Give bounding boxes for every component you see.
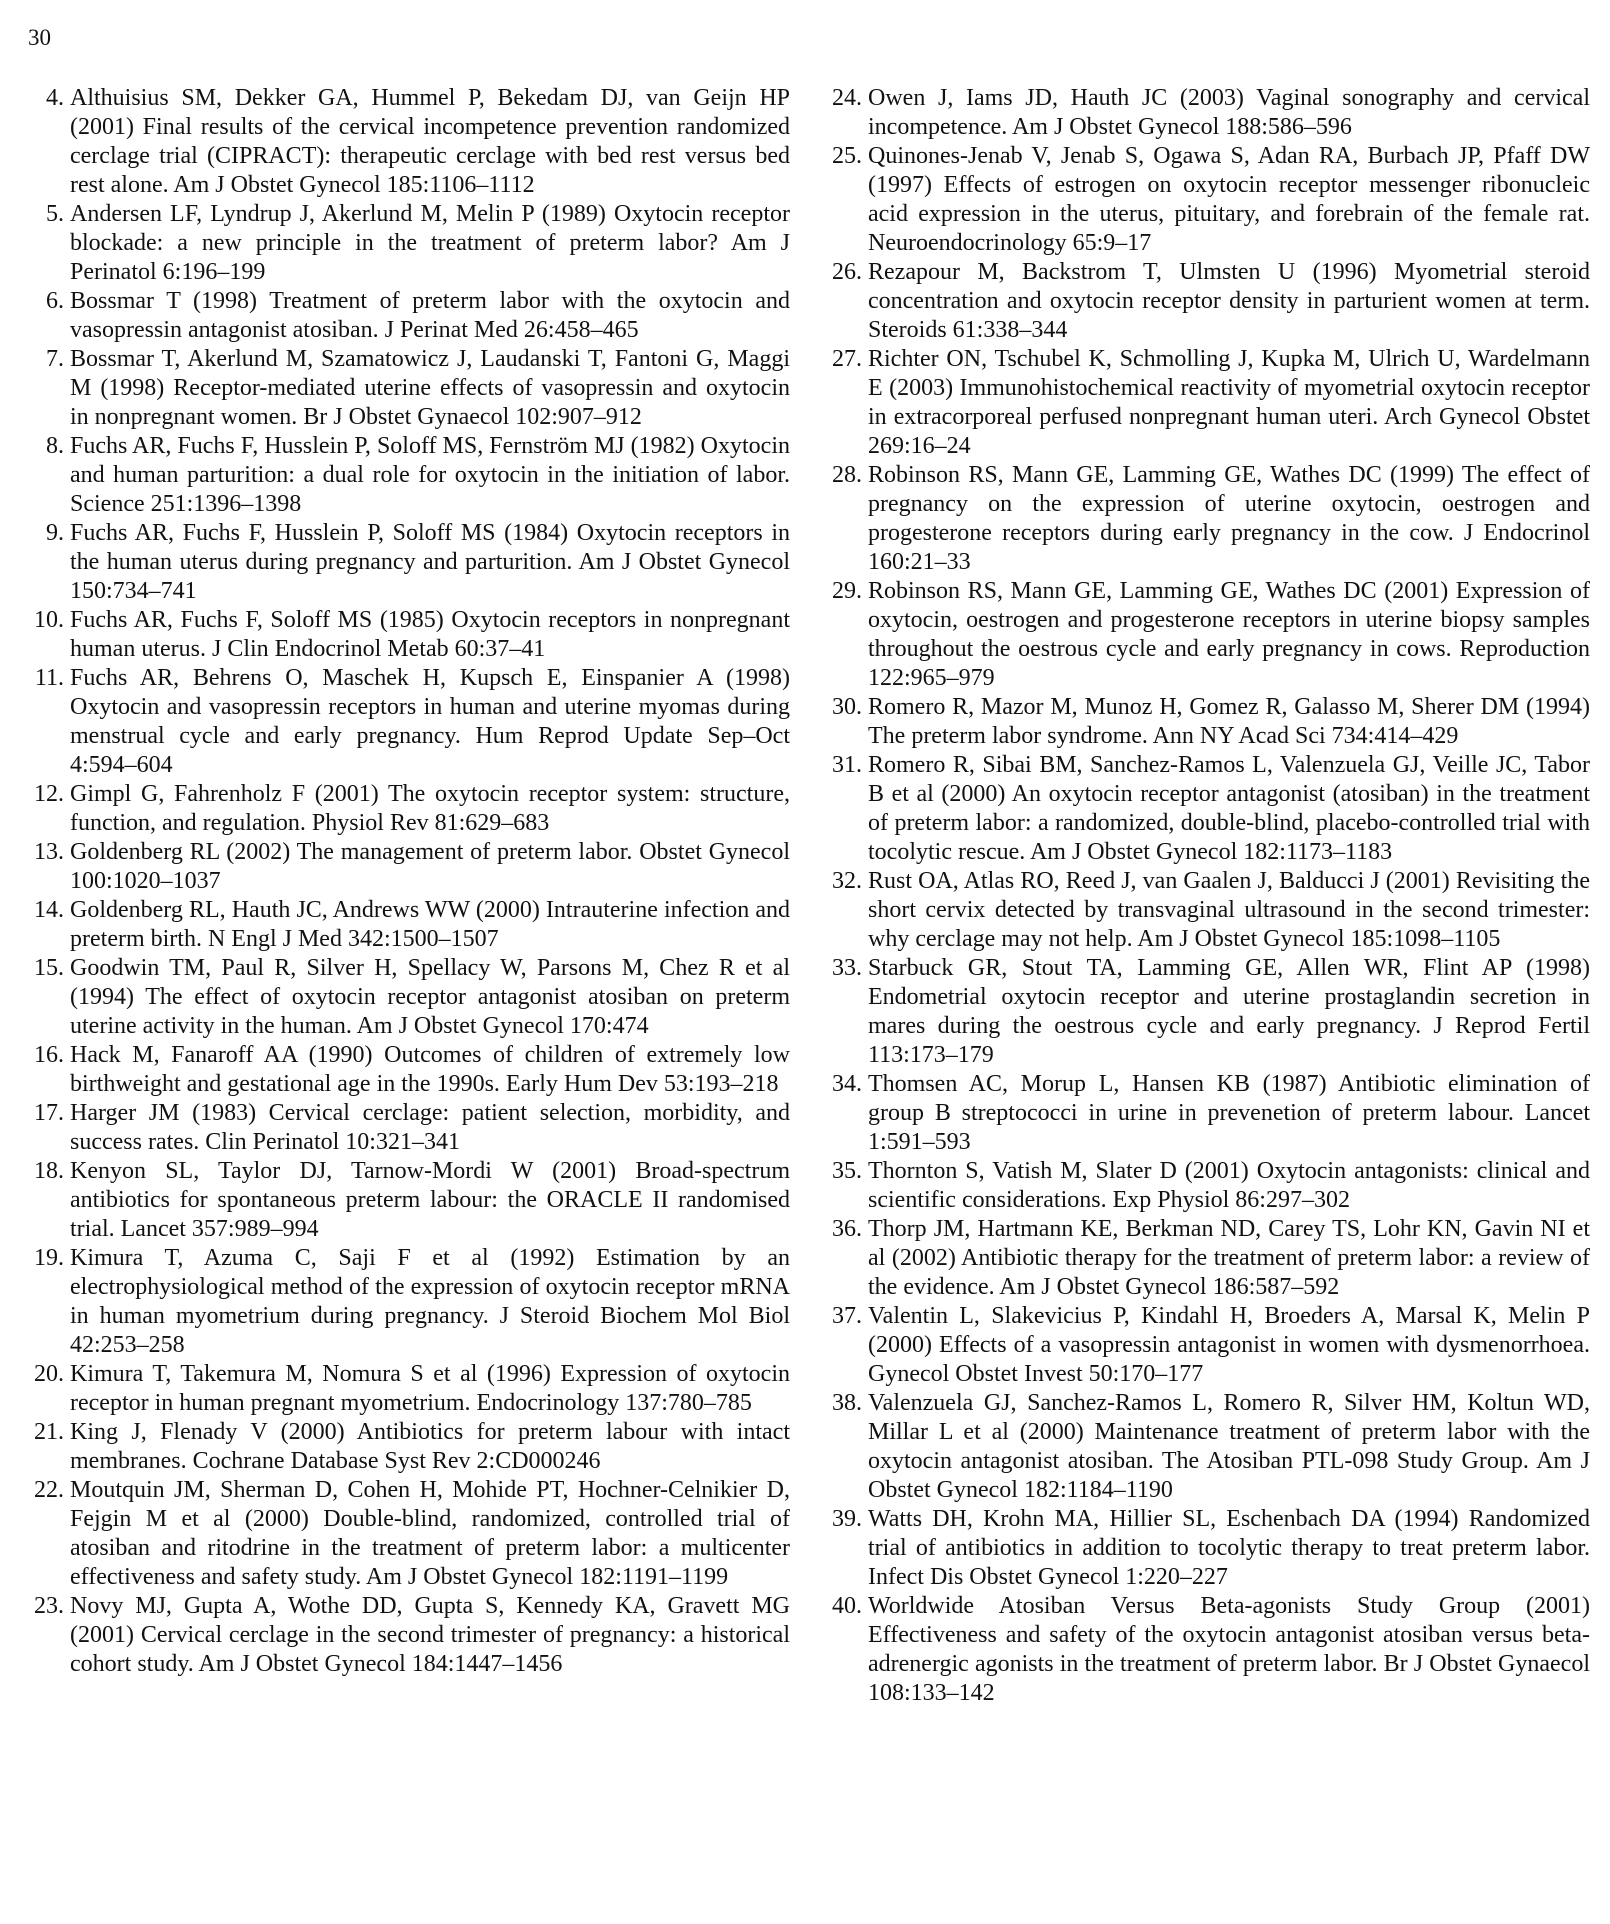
reference-item [28, 954, 790, 1041]
reference-text: Robinson RS, Mann GE, Lamming GE, Wathes DC (1999) The effect of pregnancy on the expression of uterine oxytocin, oestrogen and progesterone receptors during early pregnancy in the cow. J Endocrinol 160:21–33 [868, 462, 1590, 575]
reference-number: 6. [46, 288, 64, 314]
reference-item [28, 1244, 790, 1360]
reference-number: 35. [832, 1158, 862, 1184]
reference-item [28, 1099, 790, 1157]
reference-number: 34. [832, 1071, 862, 1097]
reference-item [826, 867, 1590, 954]
reference-item [826, 751, 1590, 867]
reference-text: Quinones-Jenab V, Jenab S, Ogawa S, Adan RA, Burbach JP, Pfaff DW (1997) Effects of estrogen on oxytocin receptor messenger ribonucleic acid expression in the uterus, pituitary, and forebrain of the female rat. Neuroendocrinology 65:9–17 [868, 143, 1590, 256]
reference-text: Romero R, Mazor M, Munoz H, Gomez R, Galasso M, Sherer DM (1994) The preterm labor syndrome. Ann NY Acad Sci 734:414–429 [868, 694, 1590, 749]
reference-text: Novy MJ, Gupta A, Wothe DD, Gupta S, Kennedy KA, Gravett MG (2001) Cervical cerclage in the second trimester of pregnancy: a historical cohort study. Am J Obstet Gynecol 184:1447–1456 [70, 1593, 790, 1677]
reference-item [28, 780, 790, 838]
reference-number: 21. [34, 1419, 64, 1445]
reference-number: 29. [832, 578, 862, 604]
reference-text: Rezapour M, Backstrom T, Ulmsten U (1996) Myometrial steroid concentration and oxytocin receptor density in parturient women at term. Steroids 61:338–344 [868, 259, 1590, 343]
reference-number: 17. [34, 1100, 64, 1126]
reference-item [826, 954, 1590, 1070]
reference-number: 39. [832, 1506, 862, 1532]
reference-item [826, 693, 1590, 751]
reference-number: 10. [34, 607, 64, 633]
reference-item [826, 84, 1590, 142]
reference-item [826, 345, 1590, 461]
reference-item [28, 432, 790, 519]
reference-number: 38. [832, 1390, 862, 1416]
reference-item [826, 1505, 1590, 1592]
reference-number: 19. [34, 1245, 64, 1271]
reference-item [28, 200, 790, 287]
reference-text: Harger JM (1983) Cervical cerclage: patient selection, morbidity, and success rates. Clin Perinatol 10:321–341 [70, 1100, 790, 1155]
reference-item [826, 1389, 1590, 1505]
reference-number: 28. [832, 462, 862, 488]
reference-item [28, 896, 790, 954]
reference-text: Hack M, Fanaroff AA (1990) Outcomes of children of extremely low birthweight and gestational age in the 1990s. Early Hum Dev 53:193–218 [70, 1042, 790, 1097]
reference-text: Thornton S, Vatish M, Slater D (2001) Oxytocin antagonists: clinical and scientific considerations. Exp Physiol 86:297–302 [868, 1158, 1590, 1213]
reference-item [28, 84, 790, 200]
reference-text: Rust OA, Atlas RO, Reed J, van Gaalen J, Balducci J (2001) Revisiting the short cervix detected by transvaginal ultrasound in the second trimester: why cerclage may not help. Am J Obstet Gynecol 185:1098–1105 [868, 868, 1590, 952]
reference-text: Fuchs AR, Fuchs F, Husslein P, Soloff MS (1984) Oxytocin receptors in the human uterus during pregnancy and parturition. Am J Obstet Gynecol 150:734–741 [70, 520, 790, 604]
reference-text: Watts DH, Krohn MA, Hillier SL, Eschenbach DA (1994) Randomized trial of antibiotics in addition to tocolytic therapy to treat preterm labor. Infect Dis Obstet Gynecol 1:220–227 [868, 1506, 1590, 1590]
reference-number: 22. [34, 1477, 64, 1503]
reference-item [826, 1302, 1590, 1389]
reference-item [826, 577, 1590, 693]
reference-text: Romero R, Sibai BM, Sanchez-Ramos L, Valenzuela GJ, Veille JC, Tabor B et al (2000) An oxytocin receptor antagonist (atosiban) in the treatment of preterm labor: a randomized, double-blind, placebo-controlled trial with tocolytic rescue. Am J Obstet Gynecol 182:1173–1183 [868, 752, 1590, 865]
reference-text: Fuchs AR, Behrens O, Maschek H, Kupsch E, Einspanier A (1998) Oxytocin and vasopressin receptors in human and uterine myomas during menstrual cycle and early pregnancy. Hum Reprod Update Sep–Oct 4:594–604 [70, 665, 790, 778]
reference-list-right [826, 84, 1590, 1708]
reference-text: King J, Flenady V (2000) Antibiotics for preterm labour with intact membranes. Cochrane Database Syst Rev 2:CD000246 [70, 1419, 790, 1474]
reference-number: 27. [832, 346, 862, 372]
page-number: 30 [28, 25, 51, 50]
reference-text: Kimura T, Takemura M, Nomura S et al (1996) Expression of oxytocin receptor in human pregnant myometrium. Endocrinology 137:780–785 [70, 1361, 790, 1416]
reference-number: 37. [832, 1303, 862, 1329]
reference-item [28, 345, 790, 432]
reference-number: 36. [832, 1216, 862, 1242]
reference-number: 5. [46, 201, 64, 227]
reference-number: 23. [34, 1593, 64, 1619]
reference-number: 20. [34, 1361, 64, 1387]
reference-text: Bossmar T (1998) Treatment of preterm labor with the oxytocin and vasopressin antagonist atosiban. J Perinat Med 26:458–465 [70, 288, 790, 343]
reference-item [28, 1041, 790, 1099]
reference-text: Kenyon SL, Taylor DJ, Tarnow-Mordi W (2001) Broad-spectrum antibiotics for spontaneous preterm labour: the ORACLE II randomised trial. Lancet 357:989–994 [70, 1158, 790, 1242]
reference-item [28, 664, 790, 780]
reference-text: Goldenberg RL, Hauth JC, Andrews WW (2000) Intrauterine infection and preterm birth. N Engl J Med 342:1500–1507 [70, 897, 790, 952]
reference-text: Bossmar T, Akerlund M, Szamatowicz J, Laudanski T, Fantoni G, Maggi M (1998) Receptor-mediated uterine effects of vasopressin and oxytocin in nonpregnant women. Br J Obstet Gynaecol 102:907–912 [70, 346, 790, 430]
reference-text: Goldenberg RL (2002) The management of preterm labor. Obstet Gynecol 100:1020–1037 [70, 839, 790, 894]
reference-text: Andersen LF, Lyndrup J, Akerlund M, Melin P (1989) Oxytocin receptor blockade: a new principle in the treatment of preterm labor? Am J Perinatol 6:196–199 [70, 201, 790, 285]
reference-number: 13. [34, 839, 64, 865]
reference-number: 16. [34, 1042, 64, 1068]
reference-item [28, 1157, 790, 1244]
reference-number: 11. [34, 665, 64, 691]
reference-item [28, 519, 790, 606]
reference-text: Starbuck GR, Stout TA, Lamming GE, Allen WR, Flint AP (1998) Endometrial oxytocin receptor and uterine prostaglandin secretion in mares during the oestrous cycle and early pregnancy. J Reprod Fertil 113:173–179 [868, 955, 1590, 1068]
reference-text: Thorp JM, Hartmann KE, Berkman ND, Carey TS, Lohr KN, Gavin NI et al (2002) Antibiotic therapy for the treatment of preterm labor: a review of the evidence. Am J Obstet Gynecol 186:587–592 [868, 1216, 1590, 1300]
reference-text: Fuchs AR, Fuchs F, Soloff MS (1985) Oxytocin receptors in nonpregnant human uterus. J Clin Endocrinol Metab 60:37–41 [70, 607, 790, 662]
reference-item [826, 142, 1590, 258]
reference-text: Althuisius SM, Dekker GA, Hummel P, Bekedam DJ, van Geijn HP (2001) Final results of the cervical incompetence prevention randomized cerclage trial (CIPRACT): therapeutic cerclage with bed rest versus bed rest alone. Am J Obstet Gynecol 185:1106–1112 [70, 85, 790, 198]
reference-item [826, 1070, 1590, 1157]
reference-number: 9. [46, 520, 64, 546]
reference-text: Gimpl G, Fahrenholz F (2001) The oxytocin receptor system: structure, function, and regulation. Physiol Rev 81:629–683 [70, 781, 790, 836]
reference-text: Fuchs AR, Fuchs F, Husslein P, Soloff MS, Fernström MJ (1982) Oxytocin and human parturition: a dual role for oxytocin in the initiation of labor. Science 251:1396–1398 [70, 433, 790, 517]
reference-item [28, 287, 790, 345]
reference-item [28, 1418, 790, 1476]
reference-item [826, 1157, 1590, 1215]
reference-text: Goodwin TM, Paul R, Silver H, Spellacy W, Parsons M, Chez R et al (1994) The effect of oxytocin receptor antagonist atosiban on preterm uterine activity in the human. Am J Obstet Gynecol 170:474 [70, 955, 790, 1039]
reference-number: 4. [46, 85, 64, 111]
reference-text: Thomsen AC, Morup L, Hansen KB (1987) Antibiotic elimination of group B streptococci in urine in prevenetion of preterm labour. Lancet 1:591–593 [868, 1071, 1590, 1155]
reference-number: 26. [832, 259, 862, 285]
reference-item [28, 1360, 790, 1418]
reference-text: Owen J, Iams JD, Hauth JC (2003) Vaginal sonography and cervical incompetence. Am J Obstet Gynecol 188:586–596 [868, 85, 1590, 140]
reference-number: 30. [832, 694, 862, 720]
reference-text: Robinson RS, Mann GE, Lamming GE, Wathes DC (2001) Expression of oxytocin, oestrogen and progesterone receptors in uterine biopsy samples throughout the oestrous cycle and early pregnancy in cows. Reproduction 122:965–979 [868, 578, 1590, 691]
reference-number: 33. [832, 955, 862, 981]
reference-number: 40. [832, 1593, 862, 1619]
reference-list-left [28, 84, 790, 1679]
reference-text: Worldwide Atosiban Versus Beta-agonists Study Group (2001) Effectiveness and safety of the oxytocin antagonist atosiban versus beta-adrenergic agonists in the treatment of preterm labor. Br J Obstet Gynaecol 108:133–142 [868, 1593, 1590, 1706]
reference-number: 8. [46, 433, 64, 459]
reference-item [28, 1476, 790, 1592]
reference-item [826, 1592, 1590, 1708]
reference-number: 12. [34, 781, 64, 807]
reference-number: 24. [832, 85, 862, 111]
reference-number: 31. [832, 752, 862, 778]
reference-number: 18. [34, 1158, 64, 1184]
reference-text: Moutquin JM, Sherman D, Cohen H, Mohide PT, Hochner-Celnikier D, Fejgin M et al (2000) Double-blind, randomized, controlled trial of atosiban and ritodrine in the treatment of preterm labor: a multicenter effectiveness and safety study. Am J Obstet Gynecol 182:1191–1199 [70, 1477, 790, 1590]
reference-number: 15. [34, 955, 64, 981]
reference-text: Valentin L, Slakevicius P, Kindahl H, Broeders A, Marsal K, Melin P (2000) Effects of a vasopressin antagonist in women with dysmenorrhoea. Gynecol Obstet Invest 50:170–177 [868, 1303, 1590, 1387]
reference-item [826, 1215, 1590, 1302]
reference-number: 14. [34, 897, 64, 923]
reference-number: 7. [46, 346, 64, 372]
reference-item [28, 606, 790, 664]
reference-text: Richter ON, Tschubel K, Schmolling J, Kupka M, Ulrich U, Wardelmann E (2003) Immunohistochemical reactivity of myometrial oxytocin receptor in extracorporeal perfused nonpregnant human uteri. Arch Gynecol Obstet 269:16–24 [868, 346, 1590, 459]
reference-item [826, 258, 1590, 345]
reference-item [28, 838, 790, 896]
reference-item [826, 461, 1590, 577]
reference-number: 32. [832, 868, 862, 894]
reference-number: 25. [832, 143, 862, 169]
reference-text: Kimura T, Azuma C, Saji F et al (1992) Estimation by an electrophysiological method of the expression of oxytocin receptor mRNA in human myometrium during pregnancy. J Steroid Biochem Mol Biol 42:253–258 [70, 1245, 790, 1358]
reference-text: Valenzuela GJ, Sanchez-Ramos L, Romero R, Silver HM, Koltun WD, Millar L et al (2000) Maintenance treatment of preterm labor with the oxytocin antagonist atosiban. The Atosiban PTL-098 Study Group. Am J Obstet Gynecol 182:1184–1190 [868, 1390, 1590, 1503]
reference-item [28, 1592, 790, 1679]
